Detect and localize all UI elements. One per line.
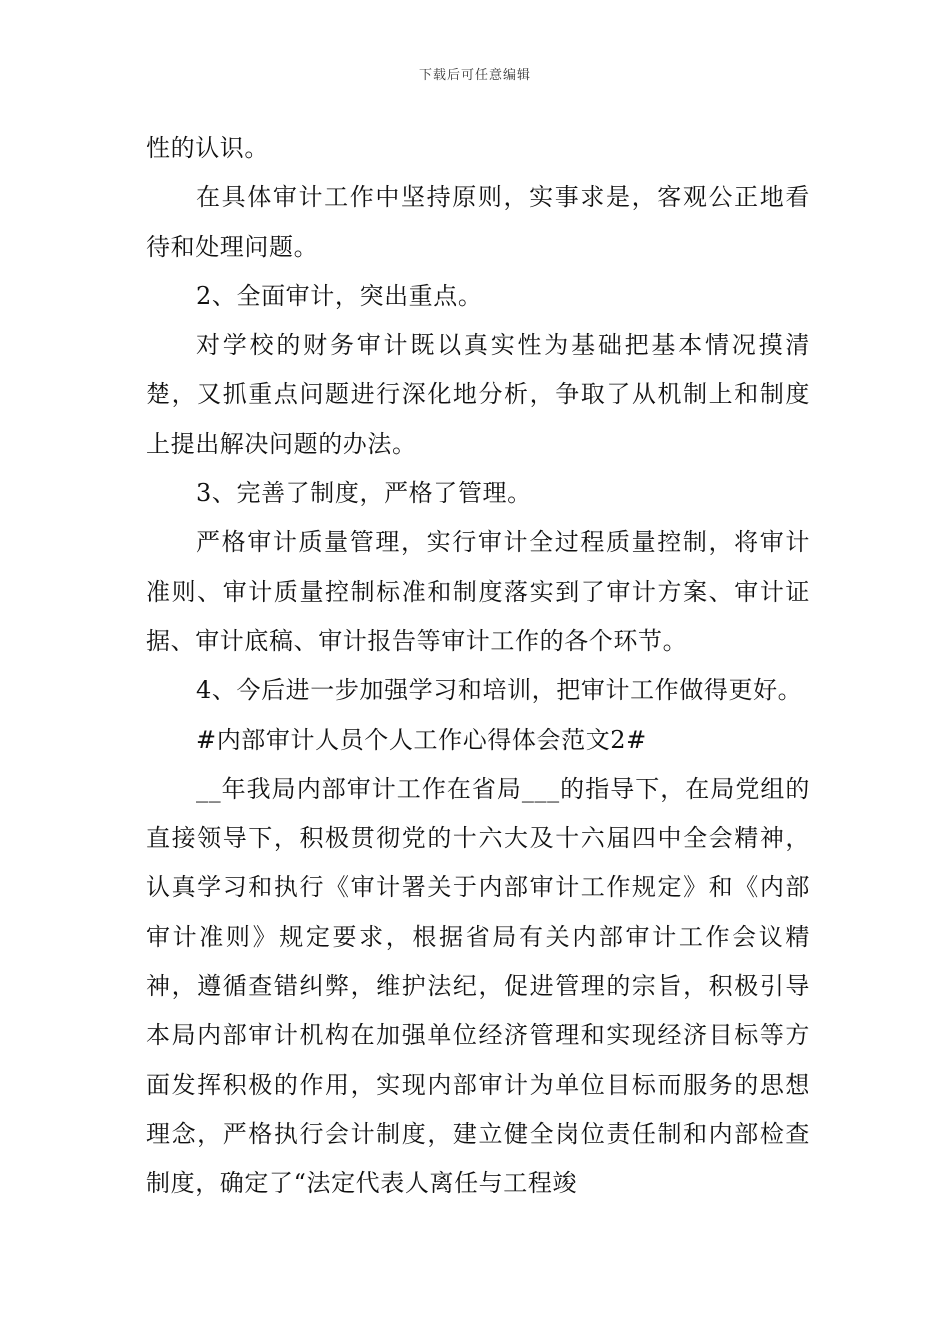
paragraph: __年我局内部审计工作在省局___的指导下，在局党组的直接领导下，积极贯彻党的十六大及十六届四中全会精神，认真学习和执行《审计署关于内部审计工作规定》和《内部审计准则》规定要求，根据省局有关内部审计工作会议精神，遵循查错纠弊，维护法纪，促进管理的宗旨，积极引导本局内部审计机构在加强单位经济管理和实现经济目标等方面发挥积极的作用，实现内部审计为单位目标而服务的思想理念，严格执行会计制度，建立健全岗位责任制和内部检查制度，确定了“法定代表人离任与工程竣	[146, 774, 810, 1198]
section-title: #内部审计人员个人工作心得体会范文2#	[196, 725, 647, 754]
paragraph-heading: 4、今后进一步加强学习和培训，把审计工作做得更好。	[196, 676, 803, 705]
paragraph: 性的认识。	[146, 134, 269, 162]
paragraph: 严格审计质量管理，实行审计全过程质量控制，将审计准则、审计质量控制标准和制度落实到了审计方案、审计证据、审计底稿、审计报告等审计工作的各个环节。	[146, 528, 810, 655]
paragraph: 在具体审计工作中坚持原则，实事求是，客观公正地看待和处理问题。	[146, 183, 810, 261]
paragraph: 对学校的财务审计既以真实性为基础把基本情况摸清楚，又抓重点问题进行深化地分析，争取了从机制上和制度上提出解决问题的办法。	[146, 331, 810, 458]
paragraph-heading: 3、完善了制度，严格了管理。	[196, 479, 532, 508]
paragraph-heading: 2、全面审计，突出重点。	[196, 281, 483, 310]
document-body	[146, 124, 810, 1209]
page-header: 下载后可任意编辑	[418, 68, 531, 83]
